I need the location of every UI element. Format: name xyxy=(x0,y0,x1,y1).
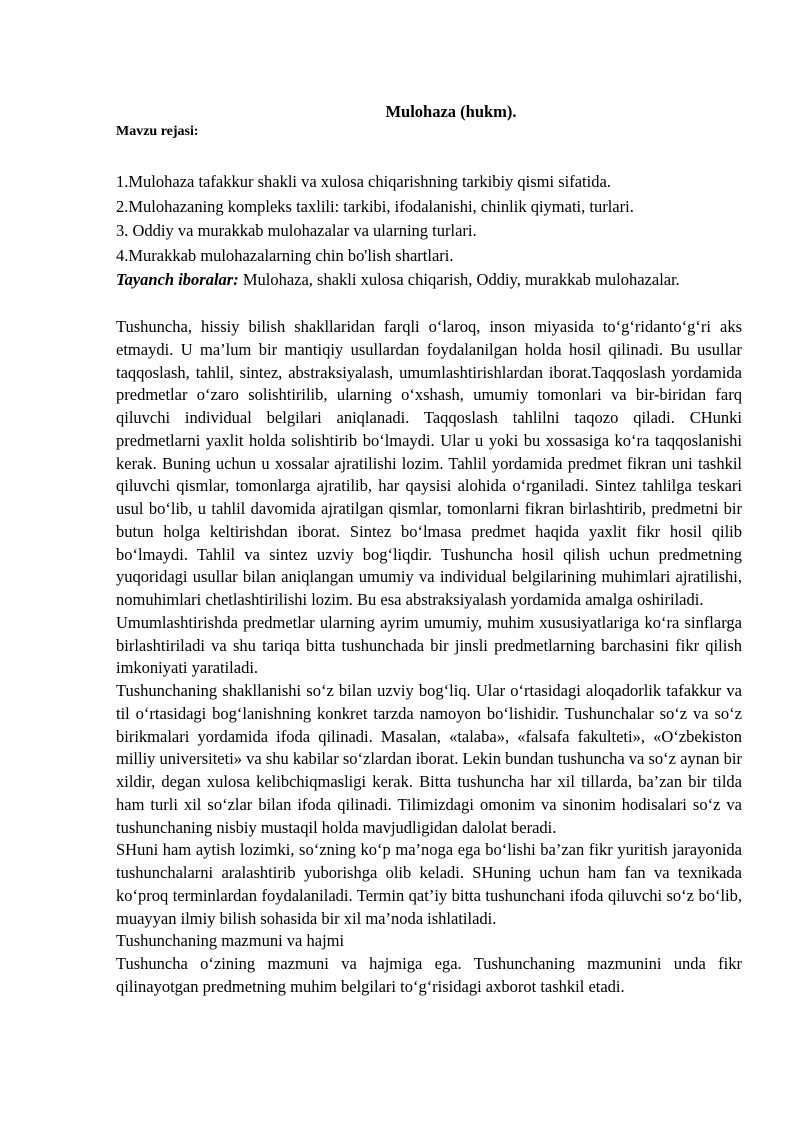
body-text xyxy=(116,316,742,999)
body-paragraph: SHuni ham aytish lozimki, so‘zning ko‘p ma’noga ega bo‘lishi ba’zan fikr yuritish jarayonida tushunchalarni aralashtirib yuborishga olib keladi. SHuning uchun ham fan va texnikada ko‘proq terminlardan foydalaniladi. Termin qat’iy bitta tushunchani ifoda qiluvchi so‘z bo‘lib, muayyan ilmiy bilish sohasida bir xil ma’noda ishlatiladi. xyxy=(116,840,742,928)
body-paragraph: Umumlashtirishda predmetlar ularning ayrim umumiy, muhim xususiyatlariga ko‘ra sinflarga birlashtiriladi va shu tariqa bitta tushunchada bir jinsli predmetlarning barchasini fikr qilish imkoniyati yaratiladi. xyxy=(116,612,742,678)
plan-item: 3. Oddiy va murakkab mulohazalar va ularning turlari. xyxy=(116,221,477,240)
section-heading: Tushunchaning mazmuni va hajmi xyxy=(116,931,345,951)
keywords-paragraph xyxy=(116,268,742,292)
plan-item: 4.Murakkab mulohazalarning chin bo'lish shartlari. xyxy=(116,245,454,265)
plan-item: 2.Mulohazaning kompleks taxlili: tarkibi, ifodalanishi, chinlik qiymati, turlari. xyxy=(116,196,634,216)
body-paragraph: Tushunchaning shakllanishi so‘z bilan uzviy bog‘liq. Ular o‘rtasidagi aloqadorlik tafakkur va til o‘rtasidagi bog‘lanishning konkret tarzda namoyon bo‘lishidir. Tushunchalar so‘z va so‘z birikmalari yordamida ifoda qilinadi. Masalan, «talaba», «falsafa fakulteti», «O‘zbekiston milliy universiteti» va shu kabilar so‘zlardan iborat. Lekin bundan tushuncha va so‘z aynan bir xildir, degan xulosa kelibchiqmasligi kerak. Bitta tushuncha har xil tillarda, ba’zan bir tilda ham turli xil so‘zlar bilan ifoda qilinadi. Tilimizdagi omonim va sinonim hodisalari so‘z va tushunchaning nisbiy mustaqil holda mavjudligidan dalolat beradi. xyxy=(116,681,742,837)
keywords-label: Tayanch iboralar: xyxy=(116,270,239,289)
keywords-text: Mulohaza, shakli xulosa chiqarish, Oddiy, murakkab mulohazalar. xyxy=(238,270,680,289)
document-title: Mulohaza (hukm). xyxy=(385,102,517,121)
plan-list xyxy=(116,170,742,268)
plan-item: 1.Mulohaza tafakkur shakli va xulosa chiqarishning tarkibiy qismi sifatida. xyxy=(116,172,611,191)
plan-heading: Mavzu rejasi: xyxy=(116,124,199,139)
body-paragraph: Tushuncha, hissiy bilish shakllaridan farqli o‘laroq, inson miyasida to‘g‘ridanto‘g‘ri aks etmaydi. U ma’lum bir mantiqiy usullardan foydalanilgan holda hosil qilinadi. Bu usullar taqqoslash, tahlil, sintez, abstraksiyalash, umumlashtirishlardan iborat.Taqqoslash yordamida predmetlar o‘zaro solishtirilib, ularning o‘xshash, umumiy tomonlari va bir-biridan farq qiluvchi individual belgilari aniqlanadi. Taqqoslash tahlilni taqozo qiladi. CHunki predmetlarni yaxlit holda solishtirib bo‘lmaydi. Ular u yoki bu xossasiga ko‘ra taqqoslanishi kerak. Buning uchun u xossalar ajratilishi lozim. Tahlil yordamida predmet fikran uni tashkil qiluvchi qismlar, tomonlarga ajratilib, har qaysisi alohida o‘rganiladi. Sintez tahlilga teskari usul bo‘lib, u tahlil davomida ajratilgan qismlar, tomonlarni fikran birlashtirib, predmetni bir butun holga keltirishdan iborat. Sintez bo‘lmasa predmet haqida yaxlit fikr hosil qilib bo‘lmaydi. Tahlil va sintez uzviy bog‘liqdir. Tushuncha hosil qilish uchun predmetning yuqoridagi usullar bilan aniqlangan umumiy va individual belgilarining muhimlari ajratilishi, nomuhimlari chetlashtirilishi lozim. Bu esa abstraksiyalash yordamida amalga oshiriladi. xyxy=(116,317,742,609)
body-paragraph: Tushuncha o‘zining mazmuni va hajmiga ega. Tushunchaning mazmunini unda fikr qilinayotgan predmetning muhim belgilari to‘g‘risidagi axborot tashkil etadi. xyxy=(116,954,742,996)
